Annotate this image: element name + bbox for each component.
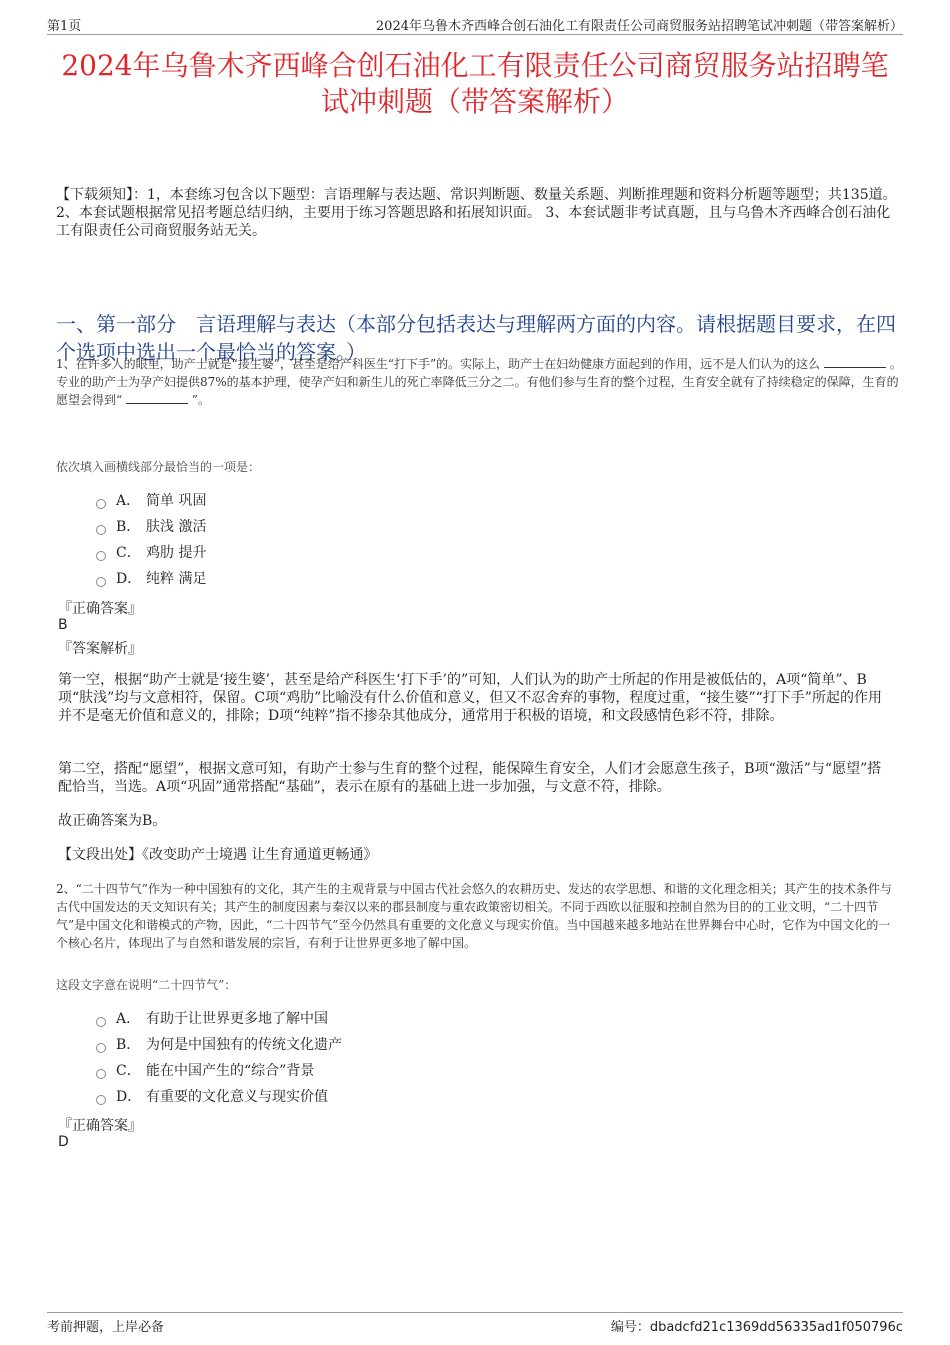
q2-options	[96, 1006, 342, 1110]
radio-icon[interactable]	[96, 551, 106, 561]
q1-source: 【文段出处】《改变助产士境遇 让生育通道更畅通》	[58, 847, 378, 863]
q2-answer-label: 『正确答案』	[58, 1118, 142, 1134]
q1-analysis-label: 『答案解析』	[58, 641, 142, 657]
page-footer	[47, 1312, 903, 1333]
section-title: 一、第一部分 言语理解与表达（本部分包括表达与理解两方面的内容。请根据题目要求，在四个选项中选出一个最恰当的答案。）	[56, 312, 896, 364]
footer-serial-label: 编号：	[610, 1320, 650, 1335]
download-notice: 【下载须知】：1，本套练习包含以下题型：言语理解与表达题、常识判断题、数量关系题、判断推理题和资料分析题等题型；共135道。 2、本套试题根据常见招考题总结归纳，主要用于练习答题思路和拓展知识面。 3、本套试题非考试真题，且与乌鲁木齐西峰合创石油化工有限责任公司商贸服务站无关。	[56, 187, 897, 239]
q1-blank-1	[824, 355, 886, 368]
radio-icon[interactable]	[96, 577, 106, 587]
q2-option-d[interactable]: D． 有重要的文化意义与现实价值	[96, 1084, 342, 1110]
q1-blank-2	[126, 391, 188, 404]
q1-text-part-a: 1、在许多人的眼里，助产士就是“接生婆”，甚至是给产科医生“打下手”的。实际上，助产士在妇幼健康方面起到的作用，远不是人们认为的这么	[56, 357, 821, 371]
radio-icon[interactable]	[96, 525, 106, 535]
q1-text-part-b: 。专业的助产士为孕产妇提供87%的基本护理，使孕产妇和新生儿的死亡率降低三分之二。有他们参与生育的整个过程，生育安全就有了持续稳定的保障，生育的愿望会得到“	[56, 357, 902, 407]
q1-answer-label: 『正确答案』	[58, 601, 142, 617]
q1-option-c[interactable]: C． 鸡肋 提升	[96, 540, 206, 566]
q1-option-a[interactable]: A． 简单 巩固	[96, 488, 206, 514]
question-1-stem	[56, 355, 902, 409]
q2-answer: D	[58, 1134, 69, 1150]
radio-icon[interactable]	[96, 1043, 106, 1053]
question-2-stem: 2、“二十四节气”作为一种中国独有的文化，其产生的主观背景与中国古代社会悠久的农耕历史、发达的农学思想、和谐的文化理念相关；其产生的技术条件与古代中国发达的天文知识有关；其产生的制度因素与秦汉以来的郡县制度与重农政策密切相关。不同于西欧以征服和控制自然为目的的工业文明，“二十四节气”是中国文化和谐模式的产物，因此，“二十四节气”至今仍然具有重要的文化意义与现实价值。当中国越来越多地站在世界舞台中心时，它作为中国文化的一个核心名片，体现出了与自然和谐发展的宗旨，有利于让世界更多地了解中国。	[56, 882, 892, 950]
footer-slogan: 考前押题，上岸必备	[47, 1320, 165, 1335]
q2-option-b[interactable]: B． 为何是中国独有的传统文化遗产	[96, 1032, 342, 1058]
q2-prompt: 这段文字意在说明“二十四节气”：	[56, 978, 237, 992]
header-title: 2024年乌鲁木齐西峰合创石油化工有限责任公司商贸服务站招聘笔试冲刺题（带答案解析）	[375, 19, 903, 34]
page-number: 第1页	[47, 19, 82, 34]
q1-options	[96, 488, 206, 592]
radio-icon[interactable]	[96, 499, 106, 509]
q1-analysis-paragraph-2: 第二空，搭配“愿望”，根据文意可知，有助产士参与生育的整个过程，能保障生育安全，人们才会愿意生孩子，B项“激活”与“愿望”搭配恰当，当选。A项“巩固”通常搭配“基础”，表示在原有的基础上进一步加强，与文意不符，排除。	[58, 761, 882, 795]
q1-analysis-paragraph-1: 第一空，根据“助产士就是‘接生婆’，甚至是给产科医生‘打下手’的”可知，人们认为的助产士所起的作用是被低估的，A项“简单”、B项“肤浅”均与文意相符，保留。C项“鸡肋”比喻没有什么价值和意义，但又不忍舍弃的事物，程度过重，“接生婆”“打下手”所起的作用并不是毫无价值和意义的，排除；D项“纯粹”指不掺杂其他成分，通常用于积极的语境，和文段感情色彩不符，排除。	[58, 672, 882, 724]
document-title: 2024年乌鲁木齐西峰合创石油化工有限责任公司商贸服务站招聘笔试冲刺题（带答案解析）	[61, 49, 889, 118]
q1-text-part-c: ”。	[191, 393, 210, 407]
q2-option-c[interactable]: C． 能在中国产生的“综合”背景	[96, 1058, 342, 1084]
q1-answer: B	[58, 617, 68, 633]
radio-icon[interactable]	[96, 1017, 106, 1027]
page-header	[47, 12, 903, 35]
q1-option-d[interactable]: D． 纯粹 满足	[96, 566, 206, 592]
q1-option-b[interactable]: B． 肤浅 激活	[96, 514, 206, 540]
q1-prompt: 依次填入画横线部分最恰当的一项是：	[56, 460, 261, 474]
radio-icon[interactable]	[96, 1069, 106, 1079]
footer-serial	[611, 1316, 903, 1335]
q1-analysis-conclusion: 故正确答案为B。	[58, 813, 167, 829]
radio-icon[interactable]	[96, 1095, 106, 1105]
footer-serial-code: dbadcfd21c1369dd56335ad1f050796c	[649, 1320, 903, 1335]
q2-option-a[interactable]: A． 有助于让世界更多地了解中国	[96, 1006, 342, 1032]
